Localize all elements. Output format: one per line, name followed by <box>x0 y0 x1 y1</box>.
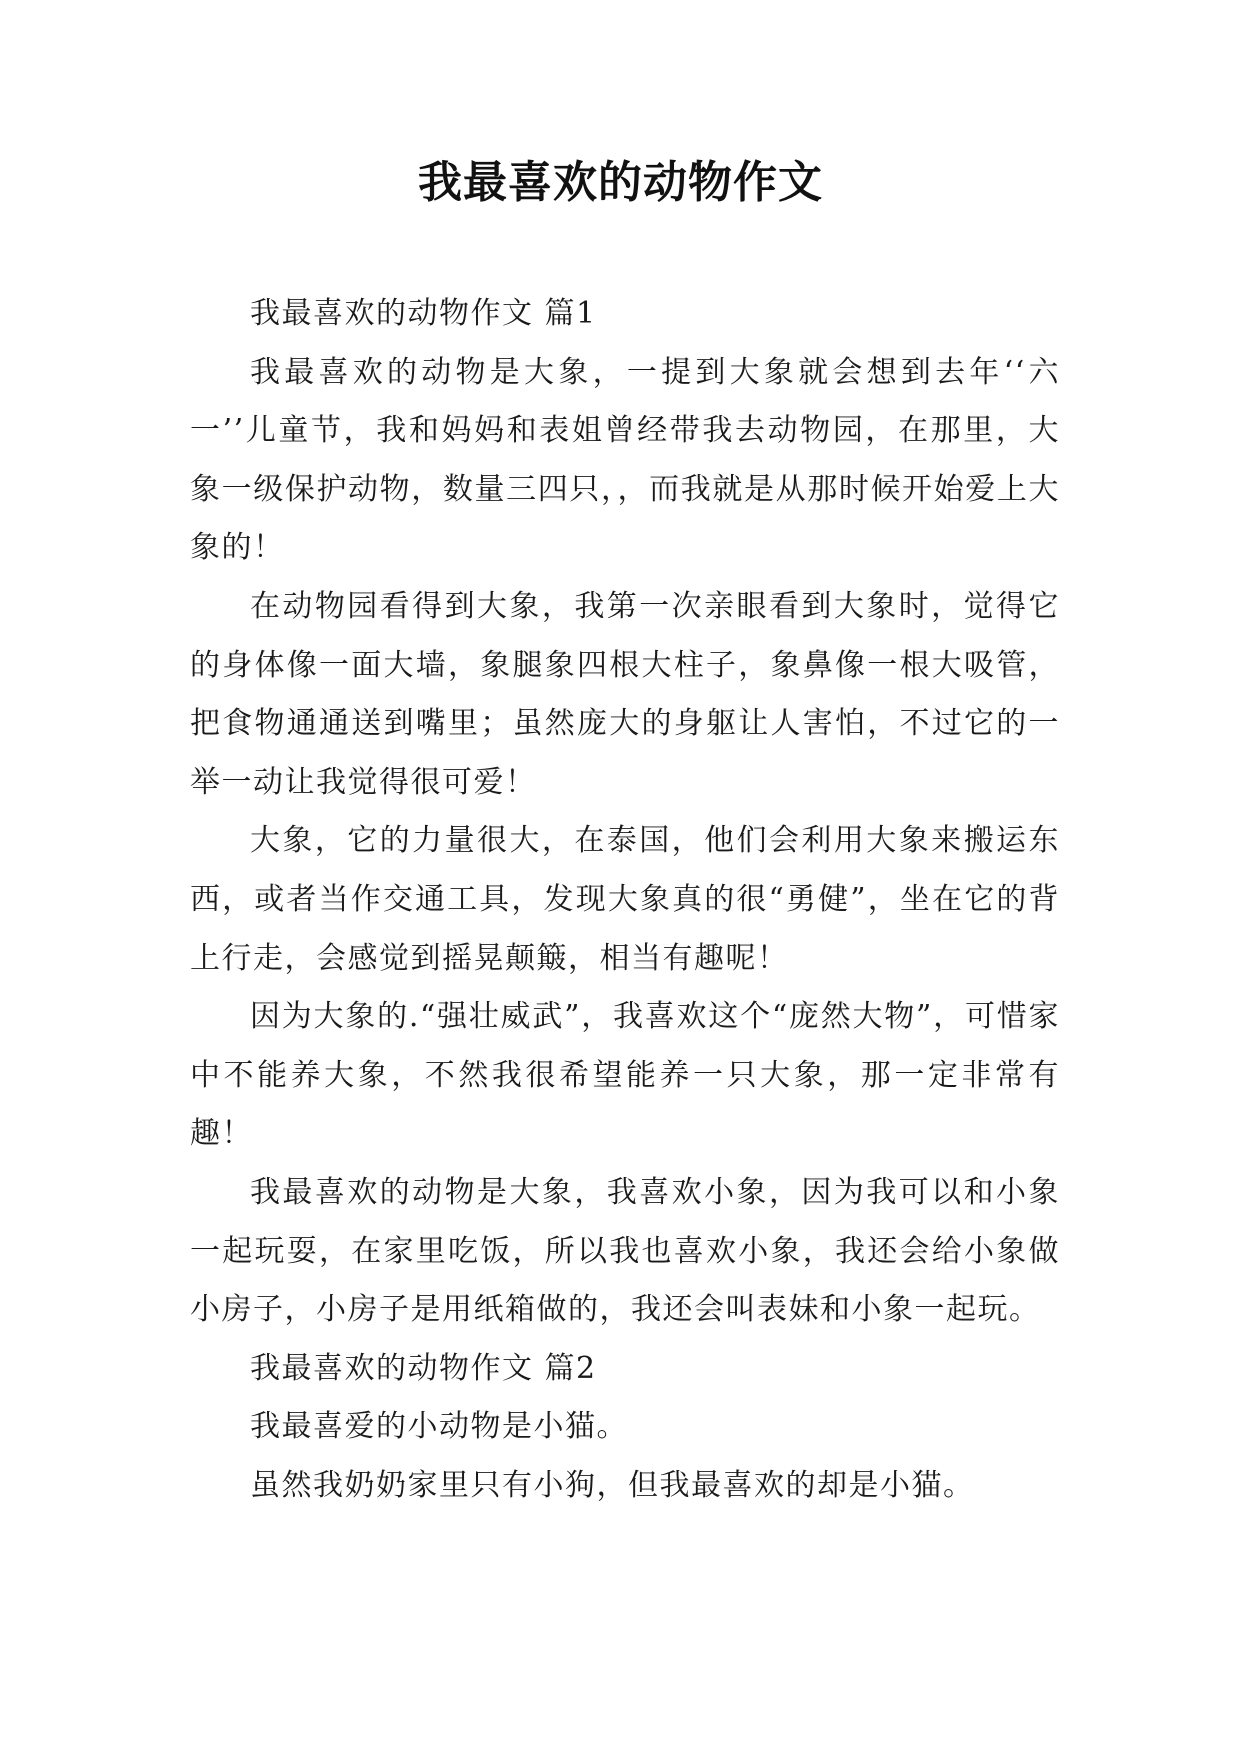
paragraph: 在动物园看得到大象，我第一次亲眼看到大象时，觉得它的身体像一面大墙，象腿象四根大柱子，象鼻像一根大吸管，把食物通通送到嘴里；虽然庞大的身躯让人害怕，不过它的一举一动让我觉得很可爱！ <box>190 588 1060 800</box>
document-body <box>190 285 1060 1515</box>
paragraph: 我最喜欢的动物是大象，一提到大象就会想到去年‘‘六一’’儿童节，我和妈妈和表姐曾经带我去动物园，在那里，大象一级保护动物，数量三四只，，而我就是从那时候开始爱上大象的！ <box>190 354 1060 566</box>
paragraph: 因为大象的.“强壮威武”，我喜欢这个“庞然大物”，可惜家中不能养大象，不然我很希望能养一只大象，那一定非常有趣！ <box>190 999 1060 1152</box>
paragraph: 虽然我奶奶家里只有小狗，但我最喜欢的却是小猫。 <box>250 1467 975 1503</box>
section-heading-2: 我最喜欢的动物作文 篇2 <box>250 1350 597 1386</box>
section-heading-1: 我最喜欢的动物作文 篇1 <box>250 296 597 331</box>
paragraph: 我最喜欢的动物是大象，我喜欢小象，因为我可以和小象一起玩耍，在家里吃饭，所以我也喜欢小象，我还会给小象做小房子，小房子是用纸箱做的，我还会叫表妹和小象一起玩。 <box>190 1174 1060 1328</box>
paragraph: 我最喜爱的小动物是小猫。 <box>250 1409 628 1445</box>
paragraph: 大象，它的力量很大，在泰国，他们会利用大象来搬运东西，或者当作交通工具，发现大象真的很“勇健”，坐在它的背上行走，会感觉到摇晃颠簸，相当有趣呢！ <box>190 823 1060 976</box>
document-title: 我最喜欢的动物作文 <box>418 157 823 208</box>
